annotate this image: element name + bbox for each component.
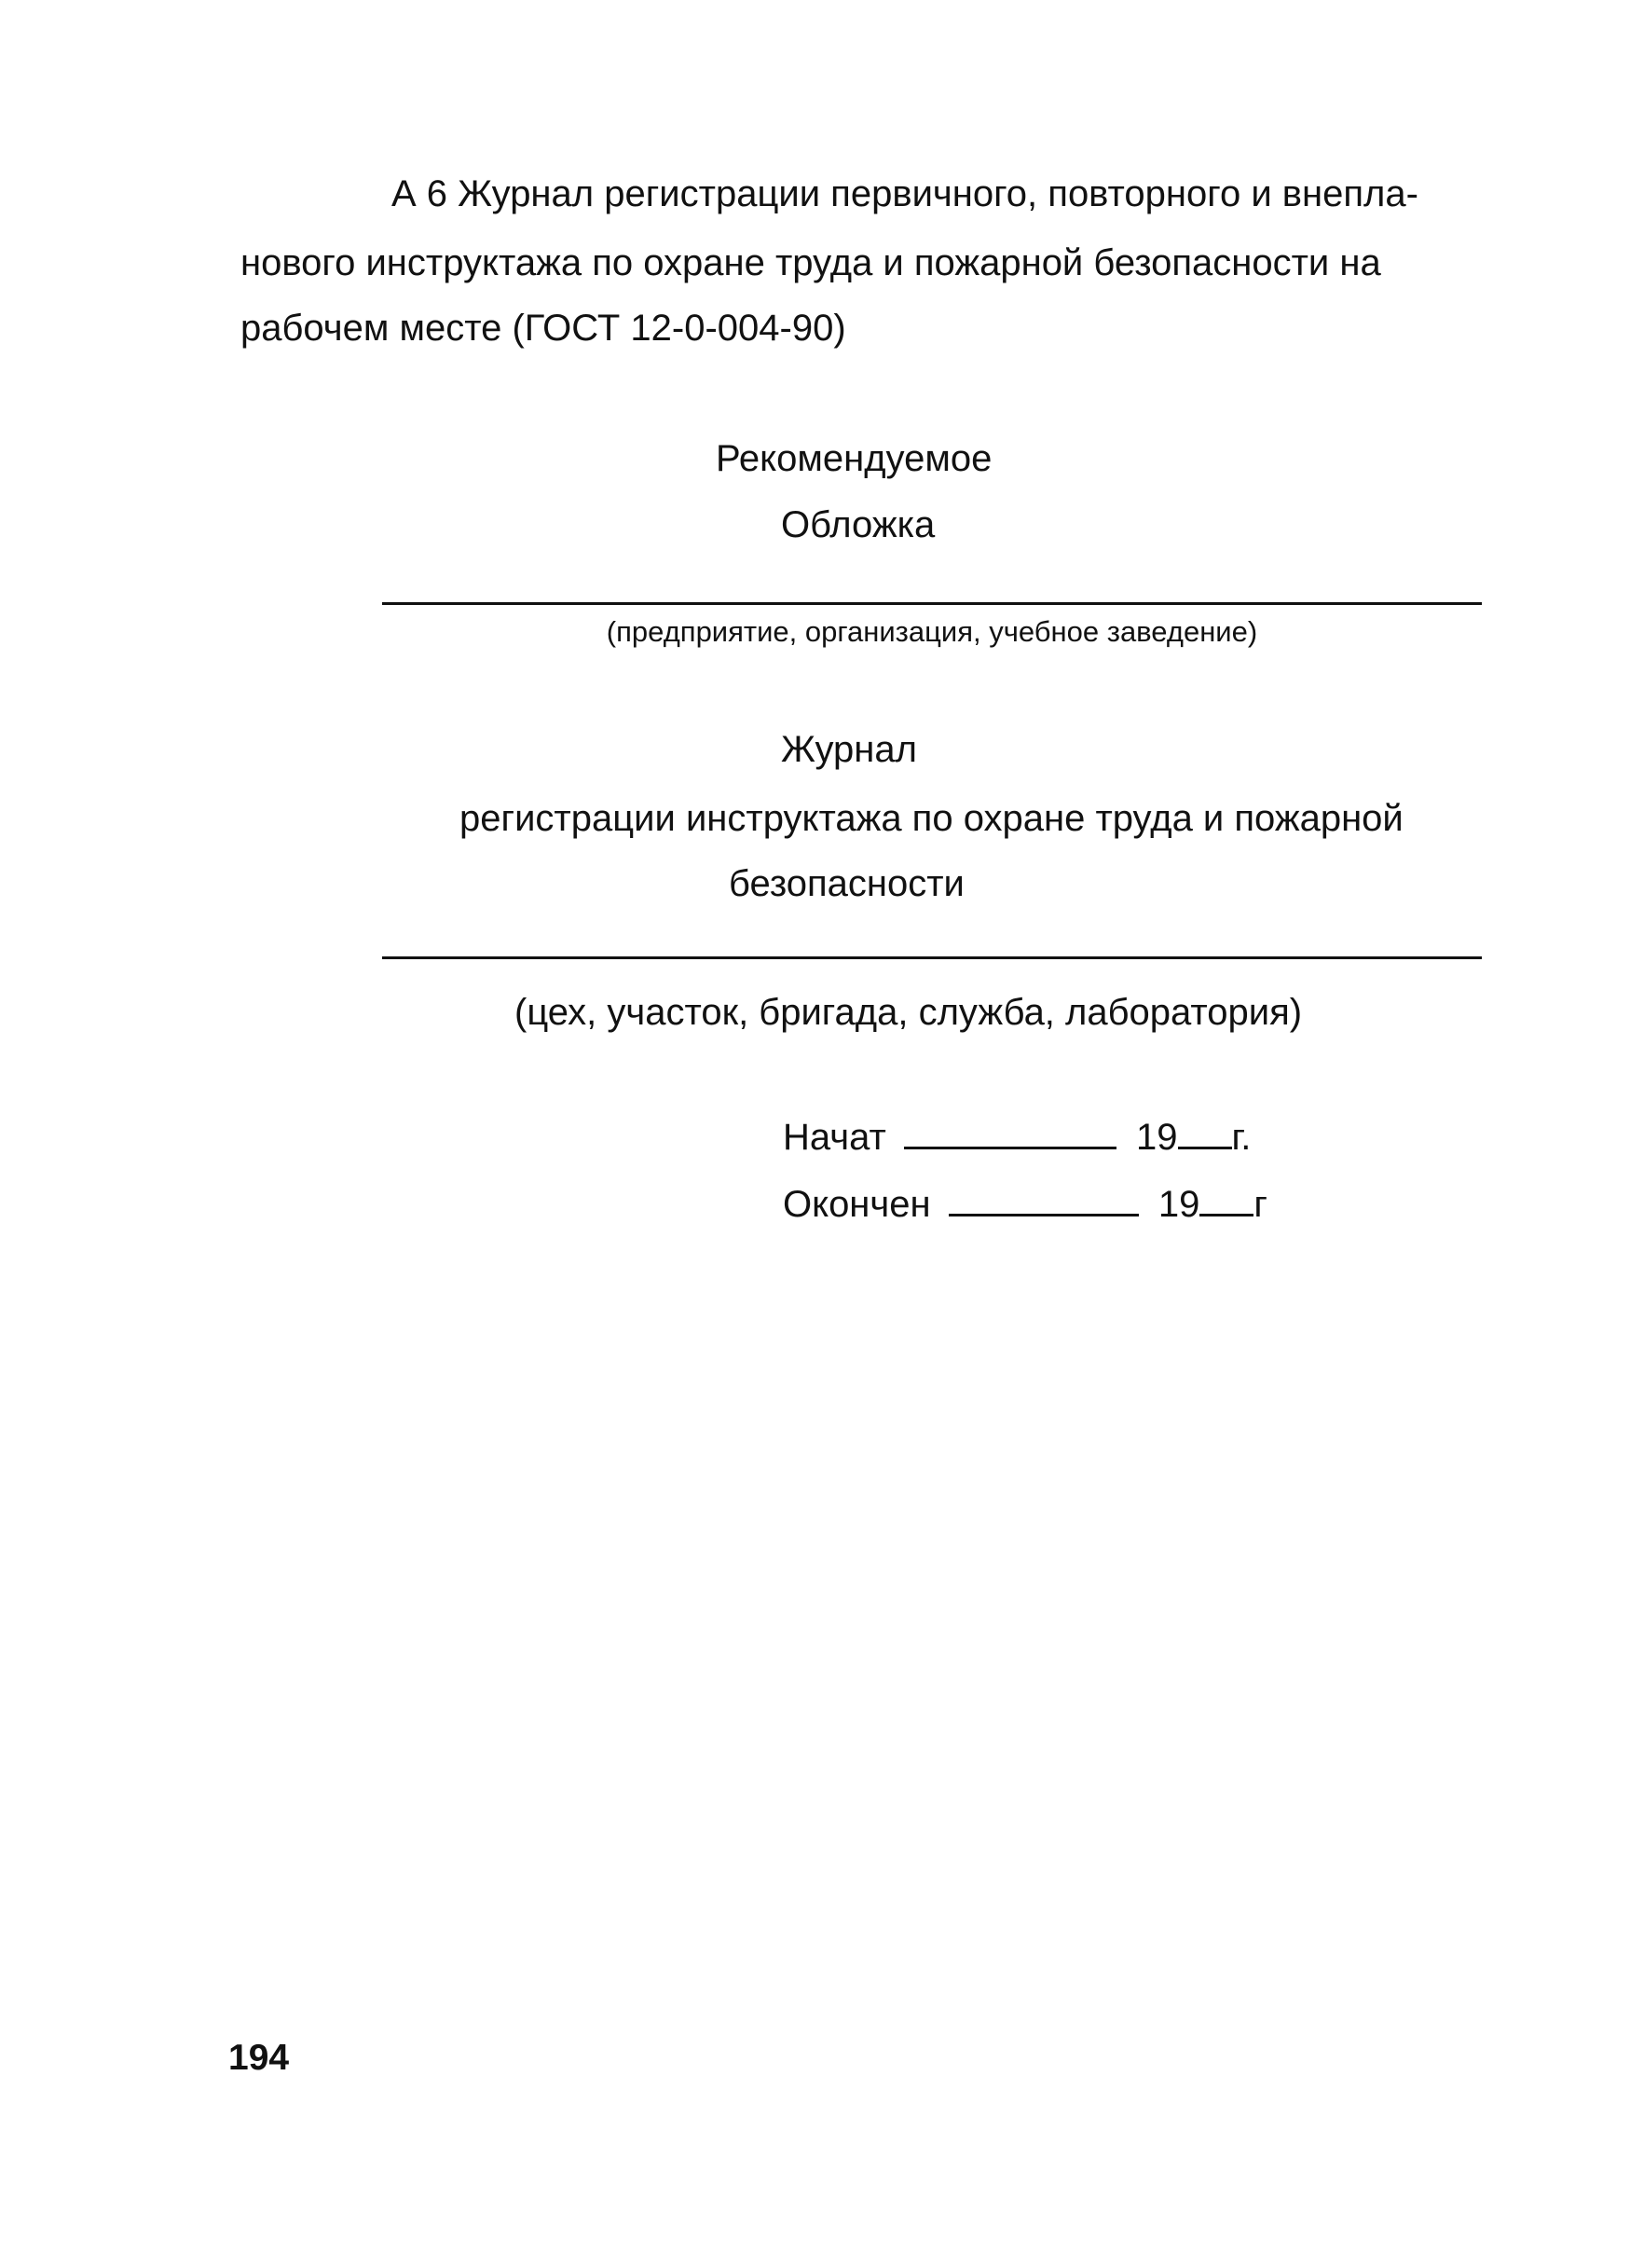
finished-date-blank: [949, 1214, 1139, 1216]
cover-label: Обложка: [781, 504, 936, 545]
department-caption: (цех, участок, бригада, служба, лаборатория): [514, 992, 1303, 1033]
journal-title-line-2: регистрации инструктажа по охране труда и пожарной: [459, 798, 1404, 839]
finished-year-prefix: 19: [1157, 1184, 1200, 1225]
finished-year-suffix: г: [1253, 1184, 1267, 1225]
finished-row: [783, 1186, 1267, 1223]
heading-line-2: нового инструктажа по охране труда и пожарной безопасности на: [240, 242, 1381, 283]
started-row: [783, 1119, 1251, 1156]
journal-title-line-3: безопасности: [729, 863, 965, 904]
started-date-blank: [904, 1147, 1116, 1149]
enterprise-caption: (предприятие, организация, учебное заведение): [606, 615, 1258, 648]
department-rule: [382, 956, 1482, 959]
started-label: Начат: [783, 1117, 886, 1158]
started-year-suffix: г.: [1231, 1117, 1252, 1158]
started-year-prefix: 19: [1136, 1117, 1178, 1158]
finished-label: Окончен: [783, 1184, 931, 1225]
enterprise-rule: [382, 602, 1482, 605]
journal-title-line-1: Журнал: [781, 729, 917, 770]
heading-line-3: рабочем месте (ГОСТ 12-0-004-90): [240, 308, 846, 349]
finished-year-blank: [1199, 1214, 1253, 1216]
recommended-label: Рекомендуемое: [716, 438, 993, 479]
heading-line-1: А 6 Журнал регистрации первичного, повторного и внепла-: [391, 173, 1418, 214]
started-year-blank: [1178, 1147, 1232, 1149]
page-number: 194: [228, 2038, 290, 2078]
